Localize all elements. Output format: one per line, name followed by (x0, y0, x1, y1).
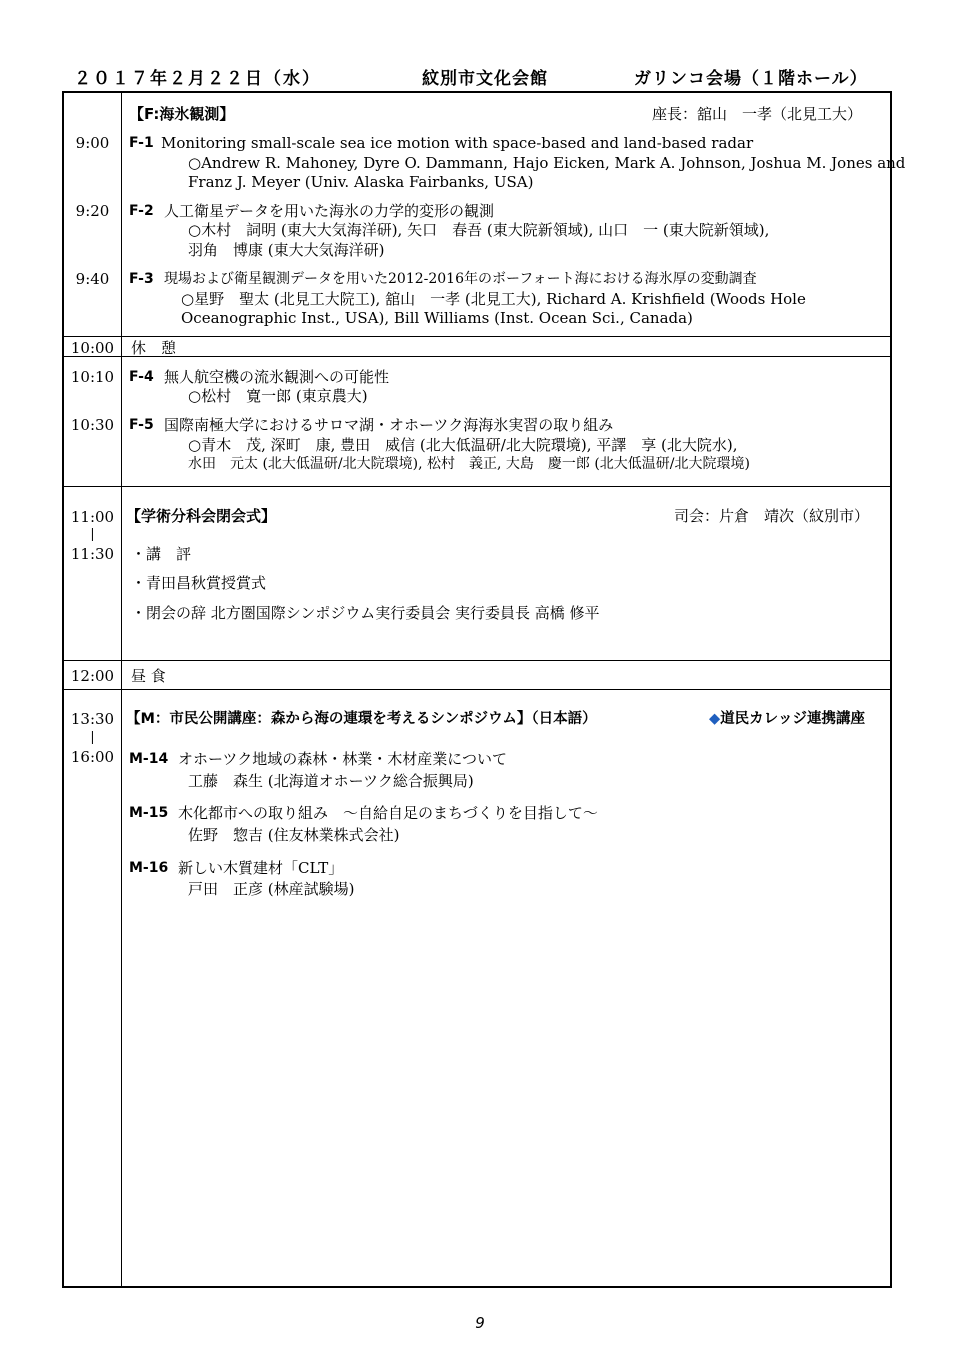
talk-code: M-16 (129, 860, 169, 876)
closing-item: ・青田昌秋賞授賞式 (131, 574, 267, 592)
header-room: ガリンコ会場（１階ホール） (634, 69, 868, 89)
talk-time: 9:20 (75, 202, 110, 220)
page-number: 9 (475, 1314, 485, 1332)
closing-time-start: 11:00 (70, 508, 115, 526)
session-f-title: 【F:海氷観測】 (129, 105, 235, 123)
talk-authors: ○青木 茂, 深町 康, 豊田 威信 (北大低温研/北大院環境), 平譯 享 (北大院水), (188, 436, 738, 454)
lunch-label: 昼 食 (131, 667, 166, 685)
talk-code: F-5 (129, 417, 154, 433)
header-date: ２０１７年２月２２日（水） (74, 69, 321, 89)
row-divider (64, 660, 890, 661)
closing-mc: 司会：片倉 靖次（紋別市） (674, 507, 870, 525)
session-m-time-end: 16:00 (70, 748, 115, 766)
talk-authors: 戸田 正彦 (林産試験場) (188, 880, 355, 898)
talk-title: 新しい木質建材「CLT」 (178, 859, 344, 877)
talk-title: 現場および衛星観測データを用いた2012-2016年のボーフォート海における海氷厚の変動調査 (164, 271, 757, 287)
break-time: 10:00 (70, 339, 115, 357)
schedule-table (62, 91, 906, 1288)
session-f-chair: 座長：舘山 一孝（北見工大） (652, 105, 863, 123)
talk-title: 人工衛星データを用いた海氷の力学的変形の観測 (164, 202, 495, 220)
talk-code: F-2 (129, 203, 154, 219)
talk-authors: Oceanographic Inst., USA), Bill Williams (Inst. Ocean Sci., Canada) (181, 309, 693, 327)
lunch-time: 12:00 (70, 667, 115, 685)
talk-authors: ○星野 聖太 (北見工大院工), 舘山 一孝 (北見工大), Richard A. Krishfield (Woods Hole (181, 290, 806, 308)
closing-title: 【学術分科会閉会式】 (126, 507, 277, 525)
row-divider (64, 356, 890, 357)
page-header (74, 64, 886, 90)
talk-authors: 佐野 惣吉 (住友林業株式会社) (188, 826, 400, 844)
closing-item: ・閉会の辞 北方圏国際シンポジウム実行委員会 実行委員長 高橋 修平 (131, 604, 600, 622)
talk-authors: 水田 元太 (北大低温研/北大院環境), 松村 義正, 大島 慶一郎 (北大低温研/北大院環境) (188, 456, 750, 472)
talk-code: F-1 (129, 135, 154, 151)
talk-code: M-15 (129, 805, 169, 821)
session-m-title: 【M：市民公開講座：森から海の連環を考えるシンポジウム】（日本語） (126, 711, 597, 727)
talk-code: M-14 (129, 751, 169, 767)
talk-authors: 羽角 博康 (東大大気海洋研) (188, 241, 385, 259)
talk-title: Monitoring small-scale sea ice motion with space-based and land-based radar (161, 134, 754, 152)
talk-code: F-3 (129, 271, 154, 287)
diamond-icon: ◆ (709, 711, 721, 727)
closing-item: ・講 評 (131, 545, 192, 563)
talk-authors: 工藤 森生 (北海道オホーツク総合振興局) (188, 772, 474, 790)
row-divider (64, 336, 890, 337)
talk-title: オホーツク地域の森林・林業・木材産業について (178, 750, 507, 768)
row-divider (64, 486, 890, 487)
session-m-time-start: 13:30 (70, 710, 115, 728)
session-m-time-sep: | (90, 730, 95, 745)
closing-time-sep: | (90, 527, 95, 542)
talk-time: 10:30 (70, 416, 115, 434)
talk-time: 9:40 (75, 270, 110, 288)
talk-authors: ○木村 詞明 (東大大気海洋研), 矢口 春吾 (東大院新領域), 山口 一 (東大院新領域), (188, 221, 770, 239)
talk-authors: ○松村 寛一郎 (東京農大) (188, 387, 368, 405)
talk-authors: Franz J. Meyer (Univ. Alaska Fairbanks, USA) (188, 173, 534, 191)
talk-authors: ○Andrew R. Mahoney, Dyre O. Dammann, Hajo Eicken, Mark A. Johnson, Joshua M. Jones and (188, 154, 906, 172)
session-m-tag-label: 道民カレッジ連携講座 (720, 711, 866, 727)
talk-time: 9:00 (75, 134, 110, 152)
talk-time: 10:10 (70, 368, 115, 386)
talk-title: 国際南極大学におけるサロマ湖・オホーツク海海氷実習の取り組み (164, 416, 614, 434)
talk-code: F-4 (129, 369, 154, 385)
closing-time-end: 11:30 (70, 545, 115, 563)
session-m-tag (709, 710, 865, 728)
break-label: 休 憩 (131, 339, 177, 357)
talk-title: 木化都市への取り組み 〜自給自足のまちづくりを目指して〜 (178, 804, 598, 822)
header-venue: 紋別市文化会館 (422, 69, 548, 89)
talk-title: 無人航空機の流氷観測への可能性 (164, 368, 390, 386)
row-divider (64, 689, 890, 690)
